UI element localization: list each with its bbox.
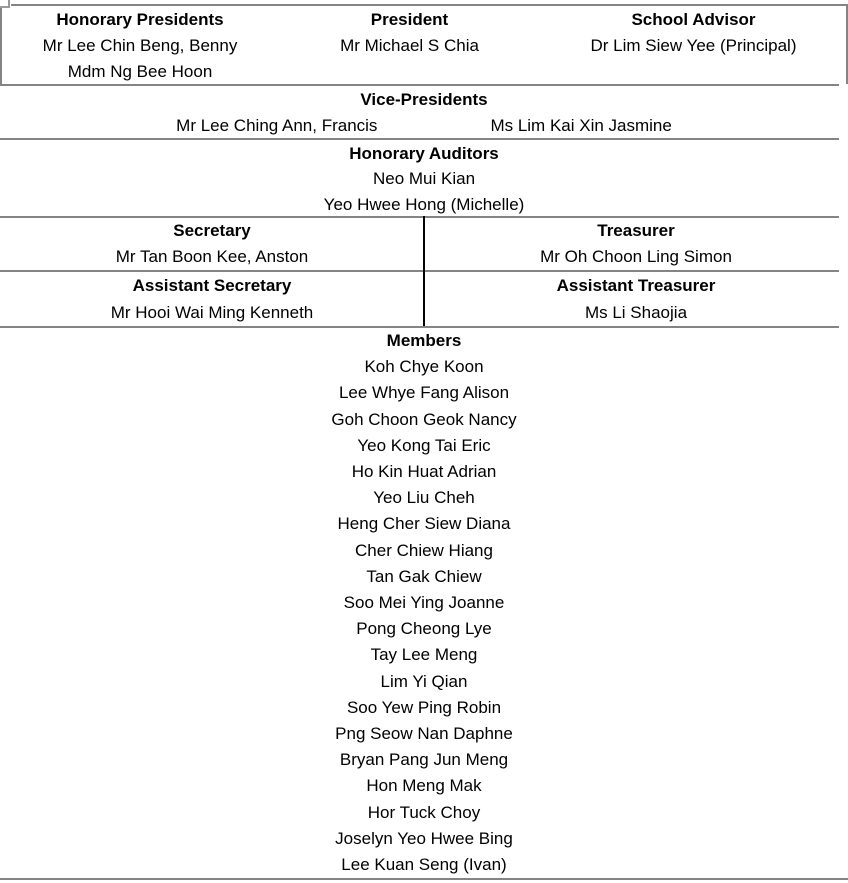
member-name: Png Seow Nan Daphne	[335, 724, 513, 744]
member-name: Soo Mei Ying Joanne	[343, 593, 505, 613]
vice-presidents-title: Vice-Presidents	[360, 90, 488, 109]
assistant-secretary-cell	[0, 272, 424, 326]
member-name: Hon Meng Mak	[366, 776, 482, 796]
member-name: Tan Gak Chiew	[366, 566, 482, 586]
president-name: Mr Michael S Chia	[340, 36, 479, 55]
honorary-president-name: Mdm Ng Bee Hoon	[67, 62, 213, 81]
table-bottom-border	[0, 878, 848, 880]
president-title: President	[370, 10, 449, 29]
honorary-president-name: Mr Lee Chin Beng, Benny	[42, 36, 238, 55]
assistant-treasurer-title: Assistant Treasurer	[556, 276, 716, 295]
member-name: Yeo Kong Tai Eric	[357, 435, 491, 455]
member-name: Goh Choon Geok Nancy	[331, 409, 517, 429]
member-name: Cher Chiew Hiang	[355, 540, 493, 560]
member-name: Hor Tuck Choy	[367, 802, 481, 822]
assistant-treasurer-cell	[424, 272, 848, 326]
honorary-auditor-name: Yeo Hwee Hong (Michelle)	[323, 194, 525, 214]
member-name: Lee Whye Fang Alison	[338, 383, 510, 403]
member-name: Koh Chye Koon	[364, 357, 484, 377]
member-name: Joselyn Yeo Hwee Bing	[335, 828, 513, 848]
vice-presidents-names	[0, 113, 848, 139]
member-name: Heng Cher Siew Diana	[337, 514, 511, 534]
member-name: Yeo Liu Cheh	[373, 488, 475, 508]
honorary-auditors-row	[0, 141, 848, 216]
assistant-officers-row	[0, 272, 848, 326]
school-advisor-title: School Advisor	[631, 10, 756, 29]
honorary-presidents-title: Honorary Presidents	[56, 10, 224, 29]
secretary-name: Mr Tan Boon Kee, Anston	[115, 247, 309, 266]
school-advisor-cell	[541, 7, 846, 84]
members-row	[0, 328, 848, 878]
assistant-treasurer-name: Ms Li Shaojia	[584, 303, 688, 322]
table-top-border	[11, 4, 847, 6]
honorary-auditor-name: Neo Mui Kian	[372, 169, 476, 189]
secretary-treasurer-row	[0, 218, 848, 270]
honorary-presidents-cell	[2, 7, 278, 84]
member-name: Pong Cheong Lye	[356, 619, 492, 639]
assistant-secretary-name: Mr Hooi Wai Ming Kenneth	[110, 303, 314, 322]
leadership-row	[2, 7, 846, 84]
member-name: Lee Kuan Seng (Ivan)	[341, 855, 507, 875]
treasurer-title: Treasurer	[597, 221, 675, 240]
member-name: Ho Kin Huat Adrian	[351, 462, 497, 482]
secretary-cell	[0, 218, 424, 270]
member-name: Lim Yi Qian	[380, 671, 468, 691]
member-name: Bryan Pang Jun Meng	[339, 750, 509, 770]
school-advisor-name: Dr Lim Siew Yee (Principal)	[590, 36, 797, 55]
secretary-title: Secretary	[173, 221, 251, 240]
members-title: Members	[386, 331, 462, 350]
treasurer-cell	[424, 218, 848, 270]
vice-president-name: Mr Lee Ching Ann, Francis	[176, 116, 378, 135]
assistant-secretary-title: Assistant Secretary	[132, 276, 292, 295]
honorary-auditors-title: Honorary Auditors	[349, 144, 499, 163]
treasurer-name: Mr Oh Choon Ling Simon	[540, 247, 732, 266]
president-cell	[278, 7, 541, 84]
member-name: Soo Yew Ping Robin	[346, 697, 502, 717]
vice-president-name: Ms Lim Kai Xin Jasmine	[490, 116, 672, 135]
vice-presidents-row	[0, 87, 848, 138]
member-name: Tay Lee Meng	[370, 645, 478, 665]
